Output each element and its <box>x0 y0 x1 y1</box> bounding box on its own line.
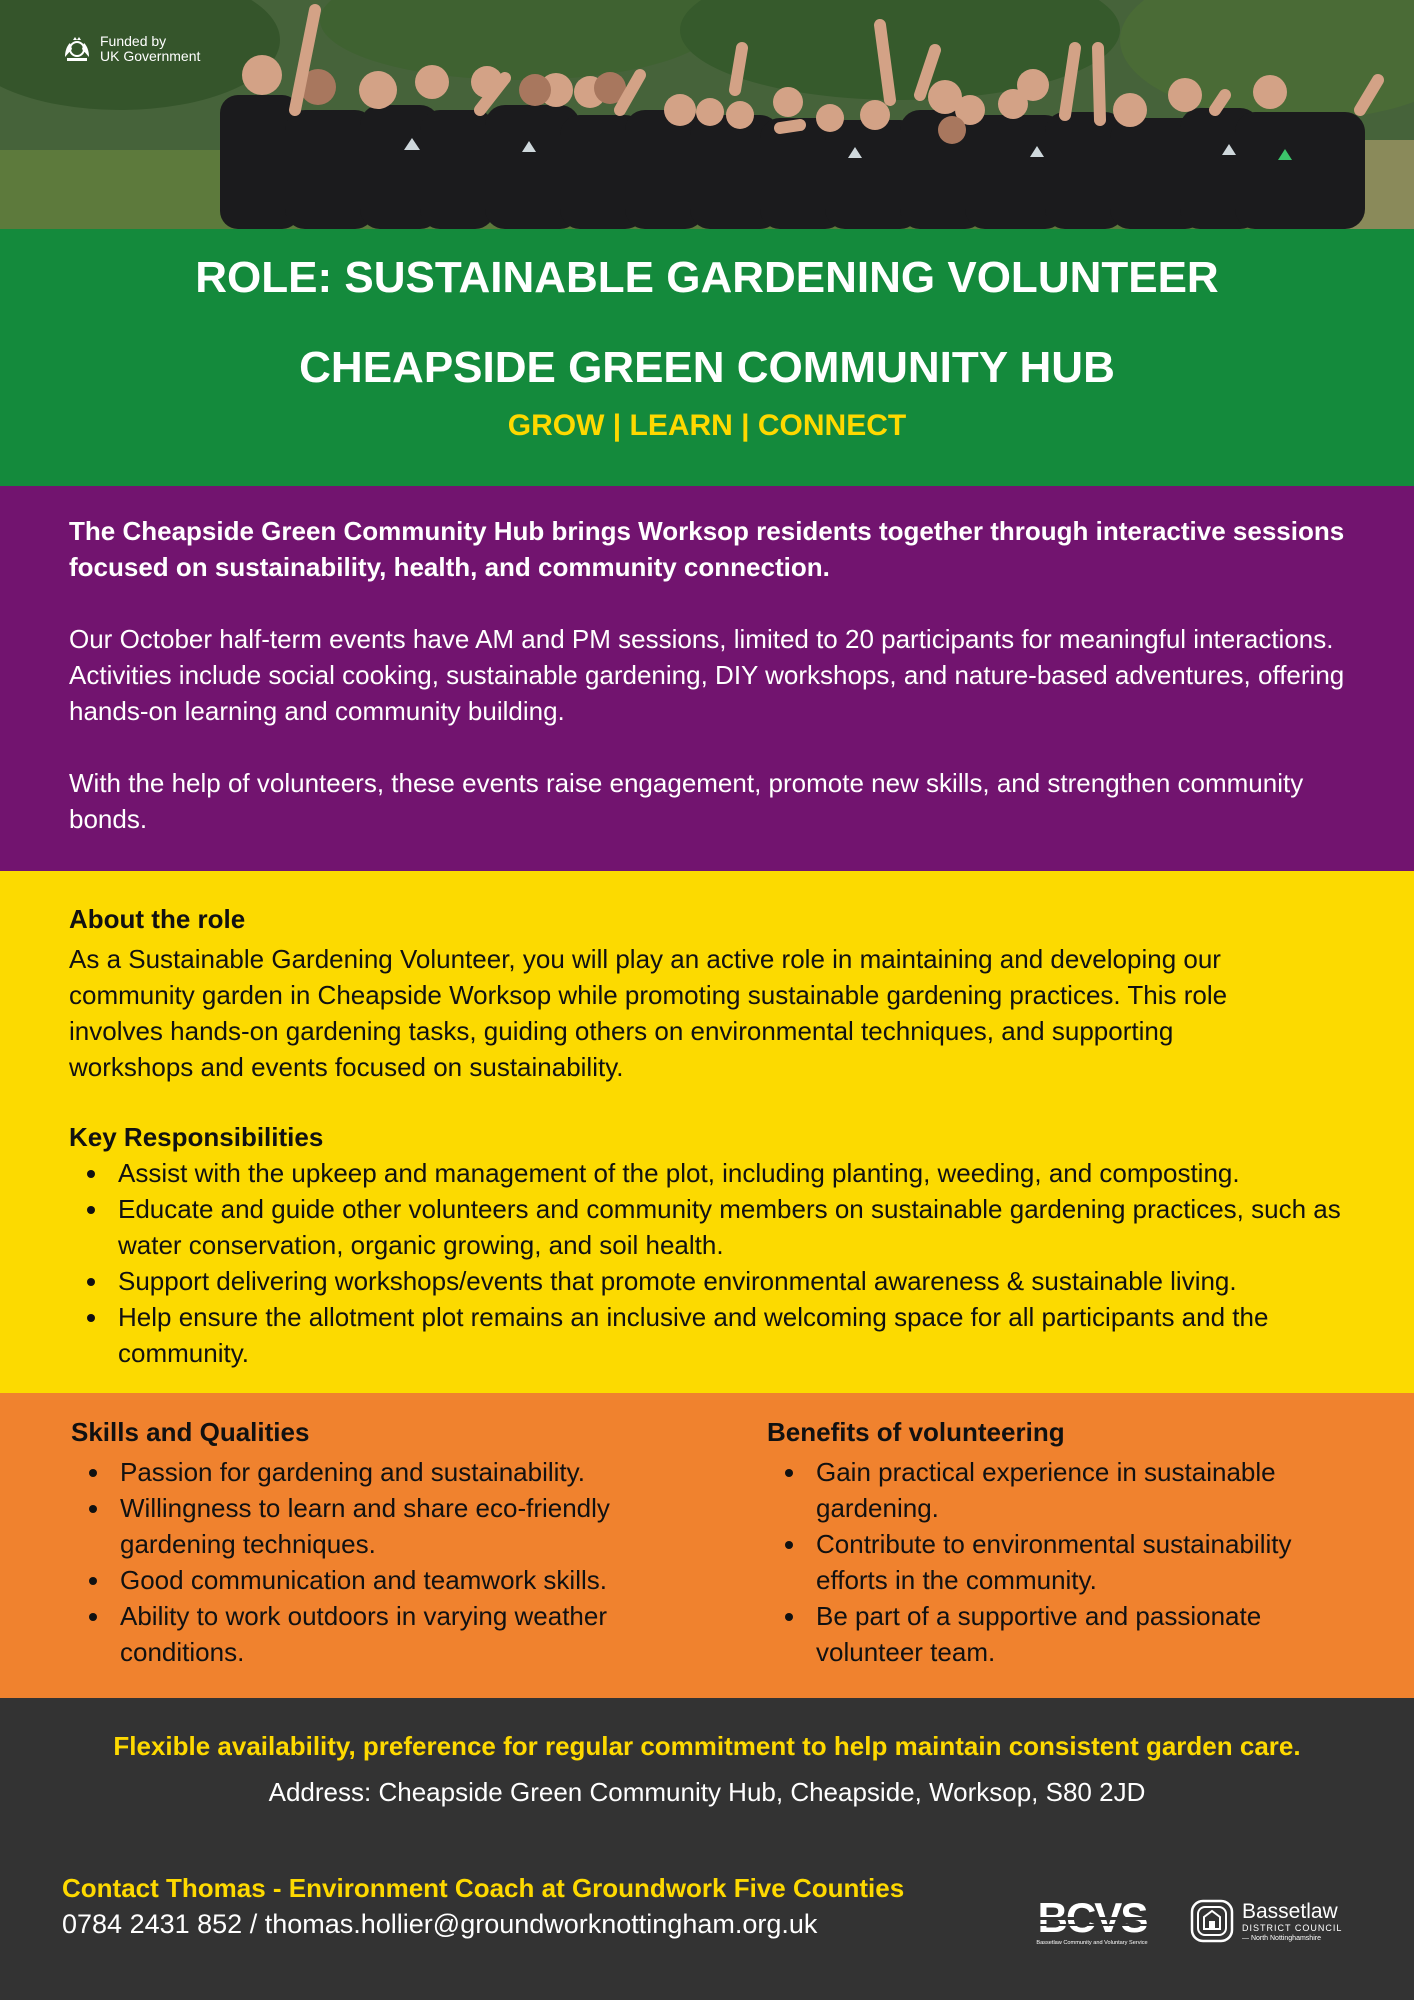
skills-list <box>71 1454 671 1670</box>
funded-by-line2: UK Government <box>100 48 201 64</box>
hub-title: CHEAPSIDE GREEN COMMUNITY HUB <box>299 343 1115 392</box>
intro-volunteers-paragraph: With the help of volunteers, these events raise engagement, promote new skills, and strengthen community bonds. <box>69 768 1304 834</box>
contact-separator: / <box>242 1909 265 1939</box>
funded-by-text <box>100 34 200 64</box>
benefits-heading: Benefits of volunteering <box>767 1417 1065 1447</box>
about-heading: About the role <box>69 904 246 934</box>
list-item: Be part of a supportive and passionate volunteer team. <box>767 1598 1367 1670</box>
royal-crest-icon <box>62 35 92 63</box>
list-item: Passion for gardening and sustainability. <box>71 1454 671 1490</box>
role-section <box>0 871 1414 1393</box>
title-band <box>0 229 1414 486</box>
availability-note: Flexible availability, preference for regular commitment to help maintain consistent garden care. <box>113 1731 1301 1761</box>
intro-events-paragraph: Our October half-term events have AM and PM sessions, limited to 20 participants for meaningful interactions. Activities include social cooking, sustainable gardening, DIY workshops, and nature-based adventures, offering hands-on learning and community building. <box>69 624 1345 726</box>
bcvs-logo-subtext: Bassetlaw Community and Voluntary Service <box>1036 1940 1148 1946</box>
funded-by-uk-government-badge <box>62 34 200 64</box>
bcvs-logo <box>1027 1897 1157 1947</box>
phone-number[interactable]: 0784 2431 852 <box>62 1909 243 1939</box>
email-link[interactable]: thomas.hollier@groundworknottingham.org.uk <box>264 1909 818 1939</box>
team-photo <box>0 0 1414 229</box>
list-item: Educate and guide other volunteers and community members on sustainable gardening practices, such as water conservation, organic growing, and soil health. <box>69 1191 1359 1263</box>
bassetlaw-region: — North Nottinghamshire <box>1242 1934 1321 1942</box>
bassetlaw-logo <box>1190 1895 1365 1947</box>
responsibilities-heading: Key Responsibilities <box>69 1122 324 1152</box>
list-item: Help ensure the allotment plot remains an inclusive and welcoming space for all participants and the community. <box>69 1299 1359 1371</box>
bassetlaw-crest-icon <box>1190 1899 1234 1943</box>
funded-by-line1: Funded by <box>100 33 167 49</box>
intro-lead-paragraph: The Cheapside Green Community Hub brings Worksop residents together through interactive sessions focused on sustainability, health, and community connection. <box>69 516 1345 582</box>
list-item: Contribute to environmental sustainability efforts in the community. <box>767 1526 1367 1598</box>
benefits-list <box>767 1454 1367 1670</box>
list-item: Ability to work outdoors in varying weather conditions. <box>71 1598 671 1670</box>
skills-heading: Skills and Qualities <box>71 1417 310 1447</box>
list-item: Assist with the upkeep and management of the plot, including planting, weeding, and composting. <box>69 1155 1359 1191</box>
about-text: As a Sustainable Gardening Volunteer, you will play an active role in maintaining and developing our community garden in Cheapside Worksop while promoting sustainable gardening practices. This role involves hands-on gardening tasks, guiding others on environmental techniques, and supporting workshops and events focused on sustainability. <box>69 944 1228 1082</box>
address: Address: Cheapside Green Community Hub, Cheapside, Worksop, S80 2JD <box>268 1777 1146 1807</box>
contact-details <box>62 1909 817 1940</box>
role-title: ROLE: SUSTAINABLE GARDENING VOLUNTEER <box>195 253 1219 302</box>
bassetlaw-name: Bassetlaw <box>1242 1899 1338 1923</box>
skills-benefits-section <box>0 1393 1414 1698</box>
bassetlaw-council: DISTRICT COUNCIL <box>1242 1922 1343 1933</box>
bassetlaw-wordmark <box>1242 1901 1342 1942</box>
responsibilities-list <box>69 1155 1359 1371</box>
intro-section <box>0 486 1414 871</box>
list-item: Support delivering workshops/events that promote environmental awareness & sustainable living. <box>69 1263 1359 1299</box>
list-item: Gain practical experience in sustainable gardening. <box>767 1454 1367 1526</box>
footer <box>0 1698 1414 2000</box>
team-photo-illustration <box>0 0 1414 229</box>
list-item: Willingness to learn and share eco-friendly gardening techniques. <box>71 1490 671 1562</box>
list-item: Good communication and teamwork skills. <box>71 1562 671 1598</box>
tagline: GROW | LEARN | CONNECT <box>507 409 907 442</box>
contact-heading: Contact Thomas - Environment Coach at Groundwork Five Counties <box>62 1873 905 1903</box>
